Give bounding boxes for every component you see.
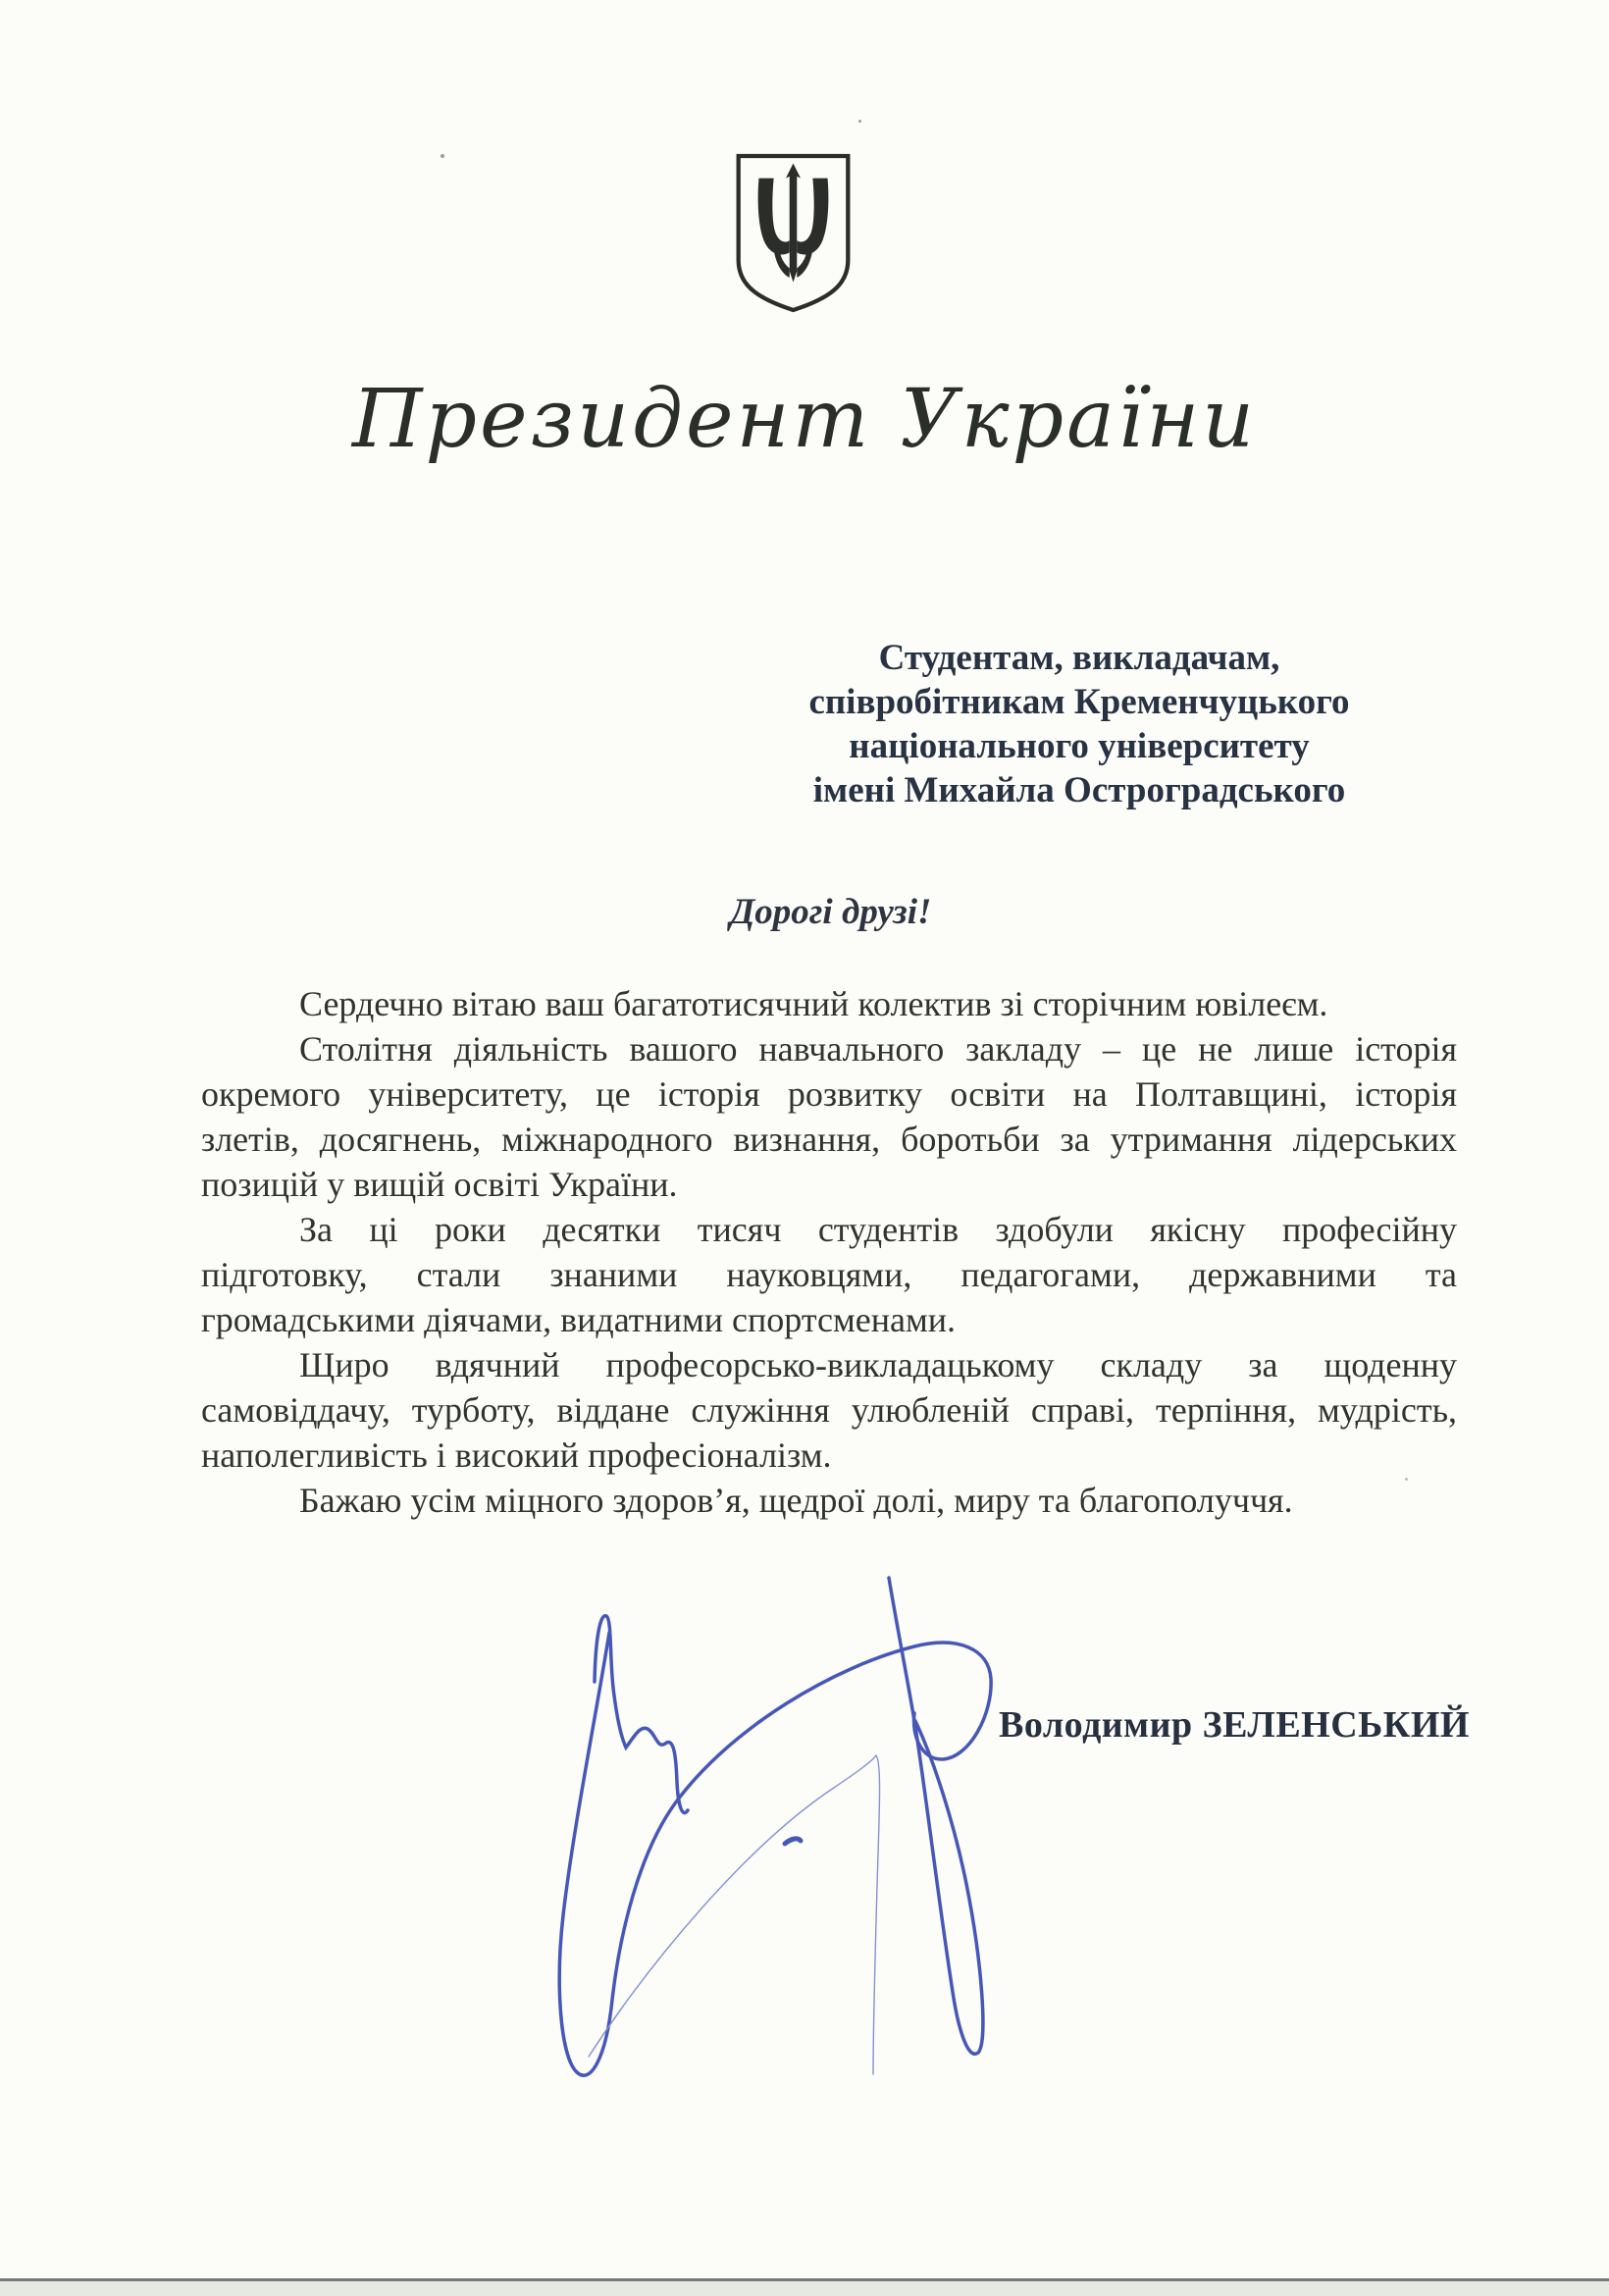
signer-name: Володимир ЗЕЛЕНСЬКИЙ xyxy=(999,1704,1470,1746)
addressee-line: співробітникам Кременчуцького xyxy=(808,682,1350,722)
addressee-line: національного університету xyxy=(849,726,1310,766)
body-line: За ці роки десятки тисяч студентів здобули якісну професійну xyxy=(299,1210,1457,1249)
addressee-line: Студентам, викладачам, xyxy=(878,638,1280,678)
body-line: Столітня діяльність вашого навчального закладу – це не лише історія xyxy=(299,1029,1457,1069)
scan-speck xyxy=(1405,1478,1408,1481)
body-line: Щиро вдячний професорсько-викладацькому складу за щоденну xyxy=(299,1345,1457,1384)
body-line: підготовку, стали знаними науковцями, педагогами, державними та xyxy=(201,1255,1457,1294)
body-line: злетів, досягнень, міжнародного визнання, боротьби за утримання лідерських xyxy=(201,1120,1457,1159)
addressee-line: імені Михайла Остроградського xyxy=(812,770,1346,810)
body-line: громадськими діячами, видатними спортсменами. xyxy=(201,1300,957,1339)
ukraine-trident-emblem-icon xyxy=(733,149,854,317)
signature-stroke xyxy=(559,1633,991,2075)
body-line: Сердечно вітаю ваш багатотисячний колектив зі сторічним ювілеєм. xyxy=(299,984,1328,1023)
letter-body xyxy=(201,981,1457,1523)
handwritten-signature xyxy=(530,1560,1001,2095)
addressee-block xyxy=(687,636,1472,812)
body-line: позицій у вищій освіті України. xyxy=(201,1165,678,1204)
body-line: окремого університету, це історія розвитку освіти на Полтавщині, історія xyxy=(201,1074,1457,1114)
scan-speck xyxy=(441,154,444,158)
signature-stroke xyxy=(589,1755,880,2074)
body-line: наполегливість і високий професіоналізм. xyxy=(201,1435,832,1475)
signature-stroke xyxy=(785,1839,801,1844)
letterhead-title: Президент України xyxy=(351,373,1258,466)
body-line: Бажаю усім міцного здоров’я, щедрої долі, миру та благополуччя. xyxy=(299,1481,1293,1520)
scanner-edge-strip xyxy=(0,2281,1609,2296)
body-line: самовіддачу, турботу, віддане служіння улюбленій справі, терпіння, мудрість, xyxy=(201,1390,1457,1430)
salutation: Дорогі друзі! xyxy=(730,892,932,932)
scan-speck xyxy=(858,120,861,123)
